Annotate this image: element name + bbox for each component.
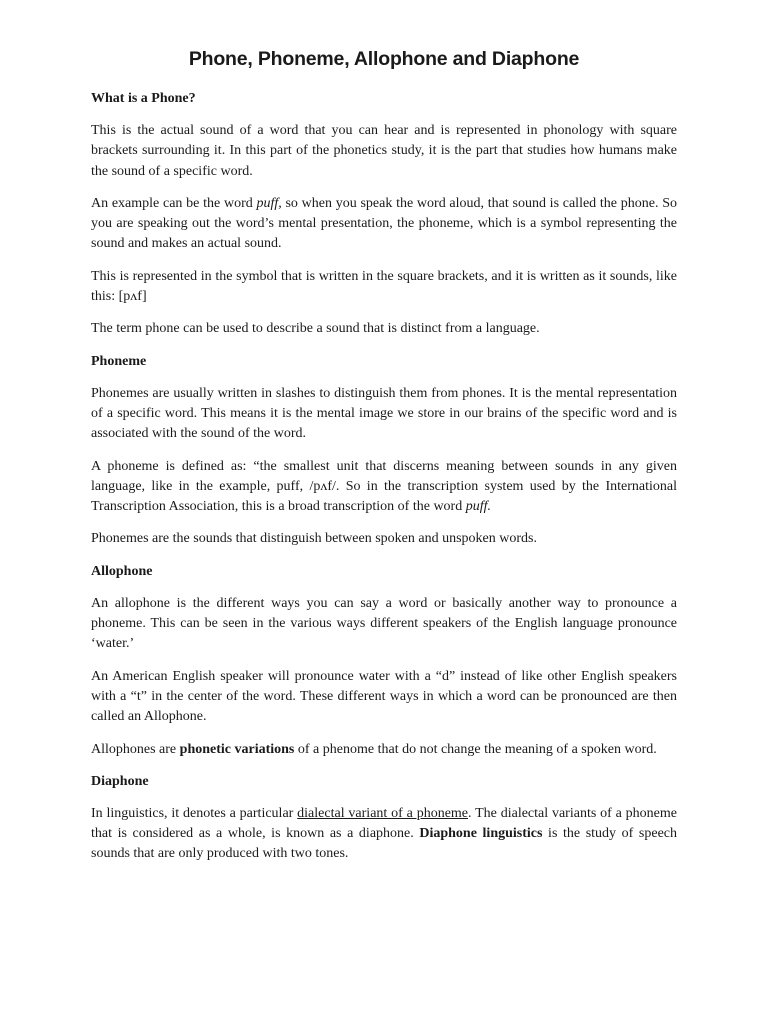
paragraph-diaphone-definition: [91, 804, 677, 865]
emphasis-word-puff: puff,: [256, 195, 282, 211]
paragraph-allophone-example: An American English speaker will pronounce water with a “d” instead of like other English speakers with a “t” in the center of the word. These different ways in which a word can be pronounced are then called an Allophone.: [91, 668, 677, 725]
paragraph-allophone-variations: [91, 740, 677, 760]
text-run: Allophones are: [91, 741, 180, 757]
paragraph-phone-symbol: This is represented in the symbol that is written in the square brackets, and it is written as it sounds, like this: [pʌf]: [91, 268, 677, 305]
paragraph-phoneme-quote: [91, 457, 677, 518]
text-run: is the study of speech sounds that are only produced with two tones.: [91, 826, 678, 862]
text-run: A phoneme is defined as: “the smallest unit that discerns meaning between sounds in any given language, like in the example, puff, /pʌf/. So in the transcription system used by the International Transcription Association, this is a broad transcription of the word: [91, 458, 677, 515]
document-page: [91, 48, 677, 877]
paragraph-phoneme-distinguish: Phonemes are the sounds that distinguish between spoken and unspoken words.: [91, 531, 537, 547]
paragraph-phoneme-definition: Phonemes are usually written in slashes to distinguish them from phones. It is the mental representation of a specific word. This means it is the mental image we store in our brains of the specific word and is associated with the sound of the word.: [91, 385, 677, 442]
paragraph-phone-term: The term phone can be used to describe a sound that is distinct from a language.: [91, 321, 540, 337]
section-heading-diaphone: Diaphone: [91, 773, 149, 789]
text-run: of a phenome that do not change the meaning of a spoken word.: [294, 741, 657, 757]
text-run: An example can be the word: [91, 195, 257, 211]
section-heading-phone: What is a Phone?: [91, 91, 196, 106]
paragraph-allophone-definition: An allophone is the different ways you can say a word or basically another way to pronounce a phoneme. This can be seen in the various ways different speakers of the English language pronounce ‘water.’: [91, 595, 677, 652]
section-heading-allophone: Allophone: [91, 563, 153, 579]
paragraph-phone-example: [91, 194, 677, 255]
link-dialectal-variant[interactable]: dialectal variant of a phoneme: [297, 805, 469, 821]
bold-phonetic-variations: phonetic variations: [179, 741, 295, 757]
emphasis-word-puff: puff.: [465, 499, 491, 515]
document-title: Phone, Phoneme, Allophone and Diaphone: [188, 48, 580, 70]
section-heading-phoneme: Phoneme: [91, 353, 147, 369]
text-run: so when you speak the word aloud, that sound is called the phone. So you are speaking out the word’s mental presentation, the phoneme, which is a symbol representing the sound and makes an actual sound.: [91, 195, 677, 252]
paragraph-phone-definition: This is the actual sound of a word that you can hear and is represented in phonology with square brackets surrounding it. In this part of the phonetics study, it is the part that studies how humans make the sound of a specific word.: [91, 123, 677, 179]
text-run: . The dialectal variants of a phoneme that is considered as a whole, is known as a diaphone.: [91, 805, 677, 842]
bold-diaphone-linguistics: Diaphone linguistics: [419, 826, 543, 842]
text-run: In linguistics, it denotes a particular: [91, 805, 298, 821]
